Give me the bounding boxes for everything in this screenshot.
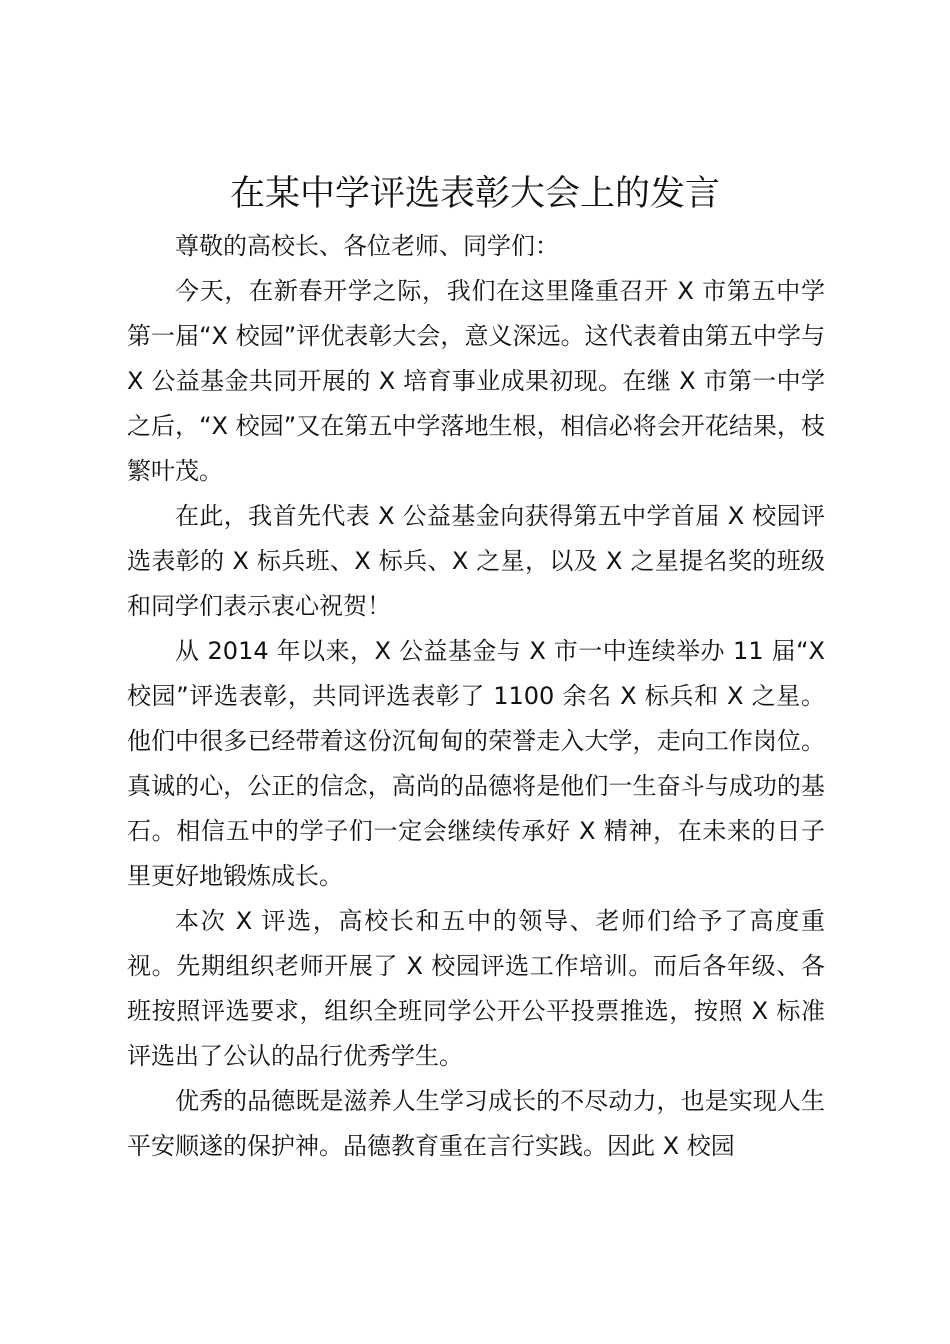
salutation: 尊敬的高校长、各位老师、同学们：	[175, 232, 559, 260]
paragraph: 本次 X 评选，高校长和五中的领导、老师们给予了高度重视。先期组织老师开展了 X 校园评选工作培训。而后各年级、各班按照评选要求，组织全班同学公开公平投票推选，按照 X 标准评选出了公认的品行优秀学生。	[127, 907, 825, 1070]
paragraph: 从 2014 年以来，X 公益基金与 X 市一中连续举办 11 届“X 校园”评选表彰，共同评选表彰了 1100 余名 X 标兵和 X 之星。他们中很多已经带着这份沉甸甸的荣誉走入大学，走向工作岗位。真诚的心，公正的信念，高尚的品德将是他们一生奋斗与成功的基石。相信五中的学子们一定会继续传承好 X 精神，在未来的日子里更好地锻炼成长。	[127, 637, 825, 890]
document-title: 在某中学评选表彰大会上的发言	[229, 174, 720, 214]
paragraph: 在此，我首先代表 X 公益基金向获得第五中学首届 X 校园评选表彰的 X 标兵班、X 标兵、X 之星，以及 X 之星提名奖的班级和同学们表示衷心祝贺！	[127, 502, 825, 620]
document-body	[127, 224, 825, 1169]
paragraph: 优秀的品德既是滋养人生学习成长的不尽动力，也是实现人生平安顺遂的保护神。品德教育重在言行实践。因此 X 校园	[127, 1087, 825, 1160]
paragraph: 今天，在新春开学之际，我们在这里隆重召开 X 市第五中学第一届“X 校园”评优表彰大会，意义深远。这代表着由第五中学与 X 公益基金共同开展的 X 培育事业成果初现。在继 X 市第一中学之后，“X 校园”又在第五中学落地生根，相信必将会开花结果，枝繁叶茂。	[127, 277, 825, 485]
